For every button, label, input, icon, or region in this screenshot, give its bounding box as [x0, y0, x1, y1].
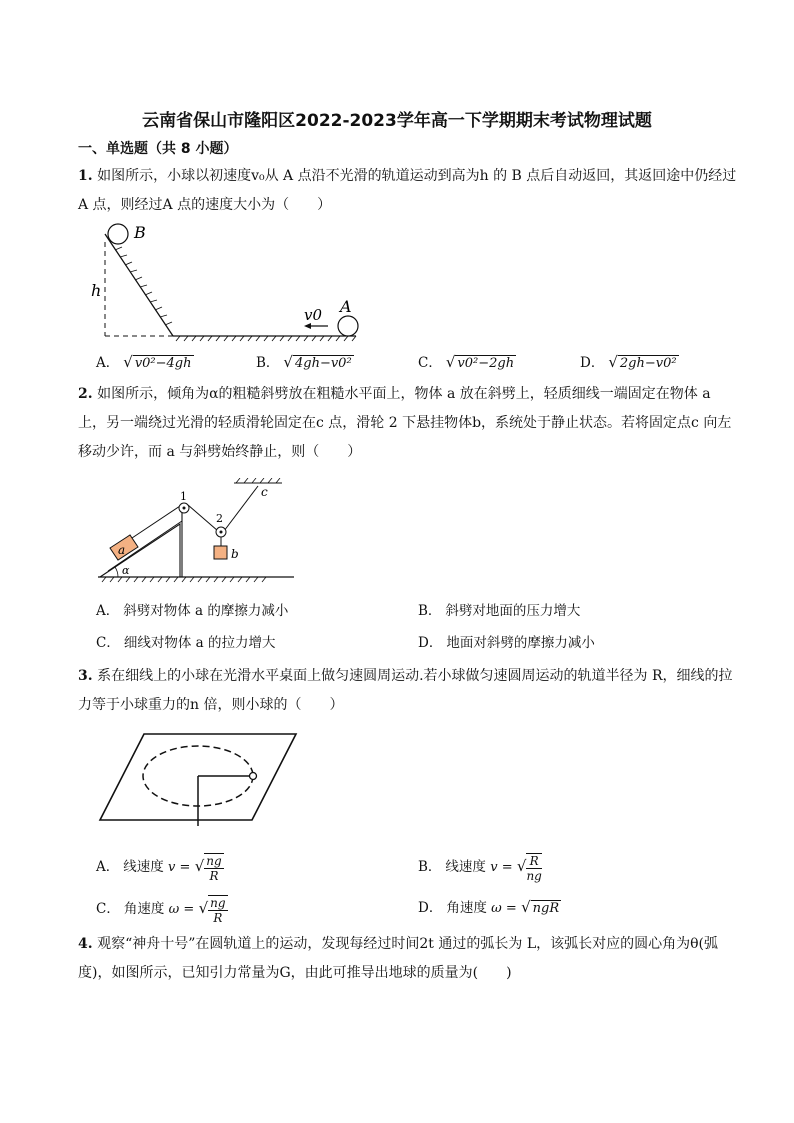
q3-option-b[interactable]: B． 线速度 v = √ $\frac{R}{ng}$	[418, 853, 542, 883]
q3-option-d[interactable]: D． 角速度 ω = √ ngR	[418, 898, 560, 916]
page-title: 云南省保山市隆阳区2022-2023学年高一下学期期末考试物理试题	[142, 111, 652, 131]
question-number: 4.	[78, 936, 93, 952]
q1-option-d-expr: 2gh−v0²	[619, 356, 677, 371]
label-a: a	[118, 543, 126, 557]
q1-option-b[interactable]: B． √ 4gh−v0²	[256, 353, 352, 371]
q1-option-d[interactable]: D． √ 2gh−v0²	[580, 353, 677, 371]
q2-option-d[interactable]: D． 地面对斜劈的摩擦力减小	[418, 635, 595, 651]
question-text: 如图所示，倾角为α的粗糙斜劈放在粗糙水平面上，物体 a 放在斜劈上，轻质细线一端固定在物体 a 上，另一端绕过光滑的轻质滑轮固定在c 点，滑轮 2 下悬挂物体b，系统处于静止状态。若将固定点c 向左移动少许，而 a 与斜劈始终静止，则（ ）	[78, 386, 732, 460]
label-v0: v0	[304, 306, 323, 324]
q1-option-a-expr: v0²−4gh	[134, 356, 192, 371]
label-b: b	[231, 547, 239, 561]
label-c: c	[261, 485, 268, 499]
question-2	[78, 380, 738, 467]
q3-option-c[interactable]: C． 角速度 ω = √ $\frac{ng}{R}$	[96, 895, 226, 925]
question-text: 如图所示，小球以初速度v₀从 A 点沿不光滑的轨道运动到高为h 的 B 点后自动返回，其返回途中仍经过A 点，则经过A 点的速度大小为（ ）	[78, 168, 737, 213]
question-text: 观察“神舟十号”在圆轨道上的运动，发现每经过时间2t 通过的弧长为 L，该弧长对应的圆心角为θ(弧度)，如图所示，已知引力常量为G，由此可推导出地球的质量为( )	[78, 936, 719, 981]
q1-figure	[88, 220, 368, 350]
q2-option-a[interactable]: A． 斜劈对物体 a 的摩擦力减小	[96, 603, 289, 619]
q3-option-a[interactable]: A． 线速度 v = √ $\frac{ng}{R}$	[96, 853, 222, 883]
ball-b	[108, 224, 128, 244]
q1-option-c-expr: v0²−2gh	[457, 356, 515, 371]
q3-figure	[98, 730, 298, 834]
label-alpha: α	[122, 564, 130, 577]
question-number: 1.	[78, 168, 93, 184]
question-1	[78, 162, 738, 220]
q1-option-b-expr: 4gh−v0²	[294, 356, 352, 371]
question-4	[78, 930, 738, 988]
question-text: 系在细线上的小球在光滑水平桌面上做匀速圆周运动.若小球做匀速圆周运动的轨道半径为 R，细线的拉力等于小球重力的n 倍，则小球的（ ）	[78, 668, 733, 713]
label-a: A	[340, 297, 352, 316]
q1-option-a[interactable]: A． √ v0²−4gh	[96, 353, 192, 371]
label-2: 2	[216, 512, 223, 525]
question-3	[78, 662, 738, 720]
q2-option-c[interactable]: C． 细线对物体 a 的拉力增大	[96, 635, 276, 651]
label-b: B	[134, 223, 146, 242]
q2-option-b[interactable]: B． 斜劈对地面的压力增大	[418, 603, 581, 619]
label-h: h	[91, 281, 102, 300]
ball	[250, 773, 257, 780]
question-number: 2.	[78, 386, 93, 402]
ball-a	[338, 316, 358, 336]
section-heading: 一、单选题（共 8 小题）	[78, 141, 238, 157]
q2-figure	[96, 478, 296, 586]
q1-option-c[interactable]: C． √ v0²−2gh	[418, 353, 515, 371]
label-1: 1	[180, 490, 187, 503]
question-number: 3.	[78, 668, 93, 684]
